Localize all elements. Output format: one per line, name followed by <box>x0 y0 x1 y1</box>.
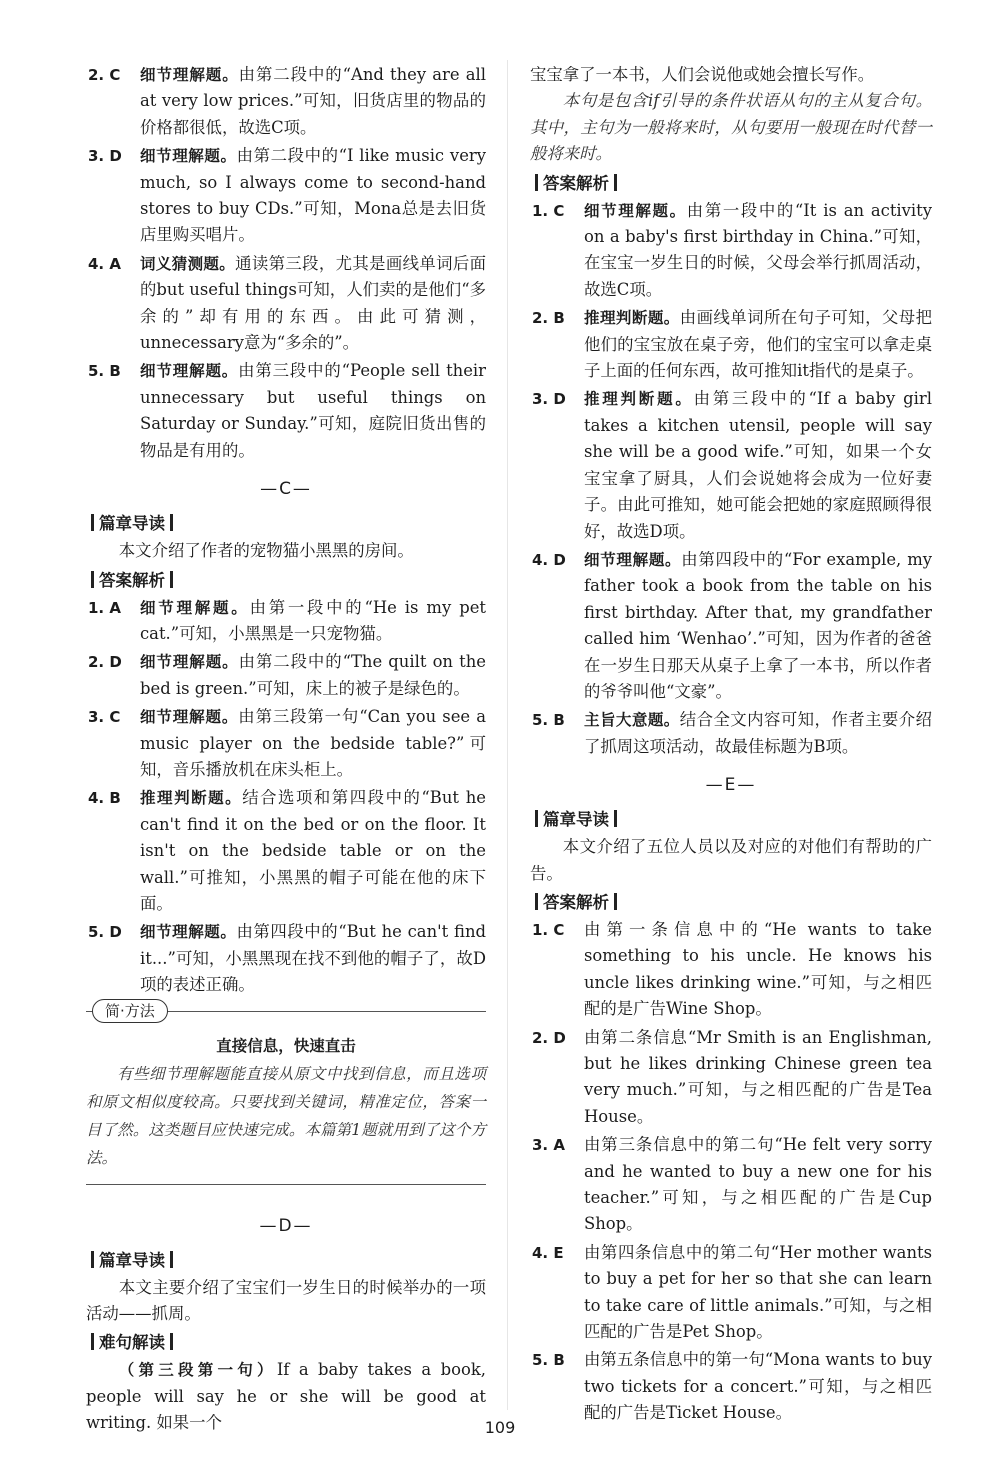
answer-b-3: 3. D 细节理解题。由第二段中的“I like music very much, so I always come to second-hand stores to buy CDs.”可知，Mona总是去旧货店里购买唱片。 <box>88 146 486 245</box>
heading-bar <box>535 893 538 910</box>
answer-c-1: 1. A 细节理解题。由第一段中的“He is my pet cat.”可知，小黑黑是一只宠物猫。 <box>88 597 486 643</box>
answer-b-4: 4. A 词义猜测题。通读第三段，尤其是画线单词后面的but useful things可知，人们卖的是他们“多余的”却有用的东西。由此可猜测，unnecessary意为“多余的”。 <box>88 253 486 353</box>
heading-bar <box>91 1251 94 1268</box>
section-c-guide-heading: 篇章导读 <box>86 510 486 538</box>
answer-b-5: 5. B 细节理解题。由第三段中的“People sell their unnecessary but useful things on Saturday or Sunday.”可知，庭院旧货出售的物品是有用的。 <box>88 361 486 460</box>
method-title: 直接信息，快速直击 <box>216 1036 356 1055</box>
answer-d-5: 5. B 主旨大意题。结合全文内容可知，作者主要介绍了抓周这项活动，故最佳标题为B项。 <box>532 710 932 756</box>
left-column <box>86 62 486 1437</box>
answer-c-4: 4. B 推理判断题。结合选项和第四段中的“But he can't find it on the bed or on the floor. It isn't on the bedside table or on the wall.”可推知，小黑黑的帽子可能在他的床下面。 <box>88 788 486 913</box>
page-spine <box>507 60 508 1410</box>
answer-c-5: 5. D 细节理解题。由第四段中的“But he can't find it...”可知，小黑黑现在找不到他的帽子了，故D项的表述正确。 <box>88 922 486 995</box>
section-c-letter: —C— <box>260 479 312 500</box>
answer-e-1: 1. C 由第一条信息中的“He wants to take something to his uncle. He knows his uncle likes drinking wine.”可知，与之相匹配的是广告Wine Shop。 <box>532 919 932 1019</box>
section-d-guide-heading: 篇章导读 <box>86 1247 486 1275</box>
section-d-letter: —D— <box>259 1215 313 1236</box>
section-d-hard-heading: 难句解读 <box>86 1329 486 1357</box>
answer-d-2: 2. B 推理判断题。由画线单词所在句子可知，父母把他们的宝宝放在桌子旁，他们的宝宝可以拿走桌子上面的任何东西，故可推知it指代的是桌子。 <box>532 308 932 381</box>
section-c-guide-text: 本文介绍了作者的宠物猫小黑黑的房间。 <box>118 541 414 561</box>
section-e-letter: —E— <box>705 775 757 796</box>
answer-d-1: 1. C 细节理解题。由第一段中的“It is an activity on a baby's first birthday in China.”可知，在宝宝一岁生日的时候，父母会举行抓周活动，故选C项。 <box>532 200 932 299</box>
section-d-hard-analysis: 本句是包含if引导的条件状语从句的主从复合句。其中，主句为一般将来时，从句要用一般现在时代替一般将来时。 <box>530 91 932 164</box>
heading-bar <box>91 514 94 531</box>
answer-c-3: 3. C 细节理解题。由第三段第一句“Can you see a music player on the bedside table?”可知，音乐播放机在床头柜上。 <box>88 707 486 779</box>
section-d-hard-cont: 宝宝拿了一本书，人们会说他或她会擅长写作。 <box>530 65 875 84</box>
answer-e-2: 2. D 由第二条信息“Mr Smith is an Englishman, but he likes drinking Chinese green tea very much.”可知，与之相匹配的广告是Tea House。 <box>532 1027 932 1126</box>
section-d-hard-sentence: （第三段第一句）If a baby takes a book, people will say he or she will be good at writing. 如果一个 <box>86 1360 486 1433</box>
heading-bar <box>170 1333 173 1350</box>
answer-e-4: 4. E 由第四条信息中的第二句“Her mother wants to buy a pet for her so that she can learn to take care of little animals.”可知，与之相匹配的广告是Pet Shop。 <box>532 1242 932 1342</box>
heading-bar <box>535 810 538 827</box>
section-c-answers-heading: 答案解析 <box>86 567 486 595</box>
method-box <box>86 1001 486 1185</box>
section-d-answers-heading: 答案解析 <box>530 170 932 198</box>
section-e-guide-heading: 篇章导读 <box>530 806 932 834</box>
heading-bar <box>535 174 538 191</box>
heading-bar <box>614 810 617 827</box>
section-e-guide-text: 本文介绍了五位人员以及对应的对他们有帮助的广告。 <box>530 837 932 883</box>
heading-bar <box>614 174 617 191</box>
section-e-answers-heading: 答案解析 <box>530 889 932 917</box>
page-number: 109 <box>484 1418 516 1437</box>
answer-e-3: 3. A 由第三条信息中的第二句“He felt very sorry and he wanted to buy a new one for his teacher.”可知，与之相匹配的广告是Cup Shop。 <box>532 1135 932 1234</box>
heading-bar <box>170 514 173 531</box>
heading-bar <box>170 1251 173 1268</box>
answer-d-3: 3. D 推理判断题。由第三段中的“If a baby girl takes a kitchen utensil, people will say she will be a good wife.”可知，如果一个女宝宝拿了厨具，人们会说她将会成为一位好妻子。由此可推知，她可能会把她的家庭照顾得很好，故选D项。 <box>532 389 932 541</box>
answer-b-2: 2. C 细节理解题。由第二段中的“And they are all at very low prices.”可知，旧货店里的物品的价格都很低，故选C项。 <box>88 65 486 137</box>
answer-c-2: 2. D 细节理解题。由第二段中的“The quilt on the bed is green.”可知，床上的被子是绿色的。 <box>88 652 486 698</box>
section-d-guide-text: 本文主要介绍了宝宝们一岁生日的时候举办的一项活动——抓周。 <box>86 1277 486 1323</box>
answer-d-4: 4. D 细节理解题。由第四段中的“For example, my father took a book from the table on his first birthday. After that, my grandfather called him ‘Wenhao’.”可知，因为作者的爸爸在一岁生日那天从桌子上拿了一本书，所以作者的爷爷叫他“文豪”。 <box>532 549 932 701</box>
heading-bar <box>91 571 94 588</box>
method-tag: 简·方法 <box>92 999 168 1023</box>
method-body: 有些细节理解题能直接从原文中找到信息，而且选项和原文相似度较高。只要找到关键词，精准定位，答案一目了然。这类题目应快速完成。本篇第1题就用到了这个方法。 <box>86 1064 486 1167</box>
right-column <box>530 62 932 1429</box>
answer-e-5: 5. B 由第五条信息中的第一句“Mona wants to buy two tickets for a concert.”可知，与之相匹配的广告是Ticket House。 <box>532 1350 932 1423</box>
heading-bar <box>170 571 173 588</box>
heading-bar <box>91 1333 94 1350</box>
heading-bar <box>614 893 617 910</box>
